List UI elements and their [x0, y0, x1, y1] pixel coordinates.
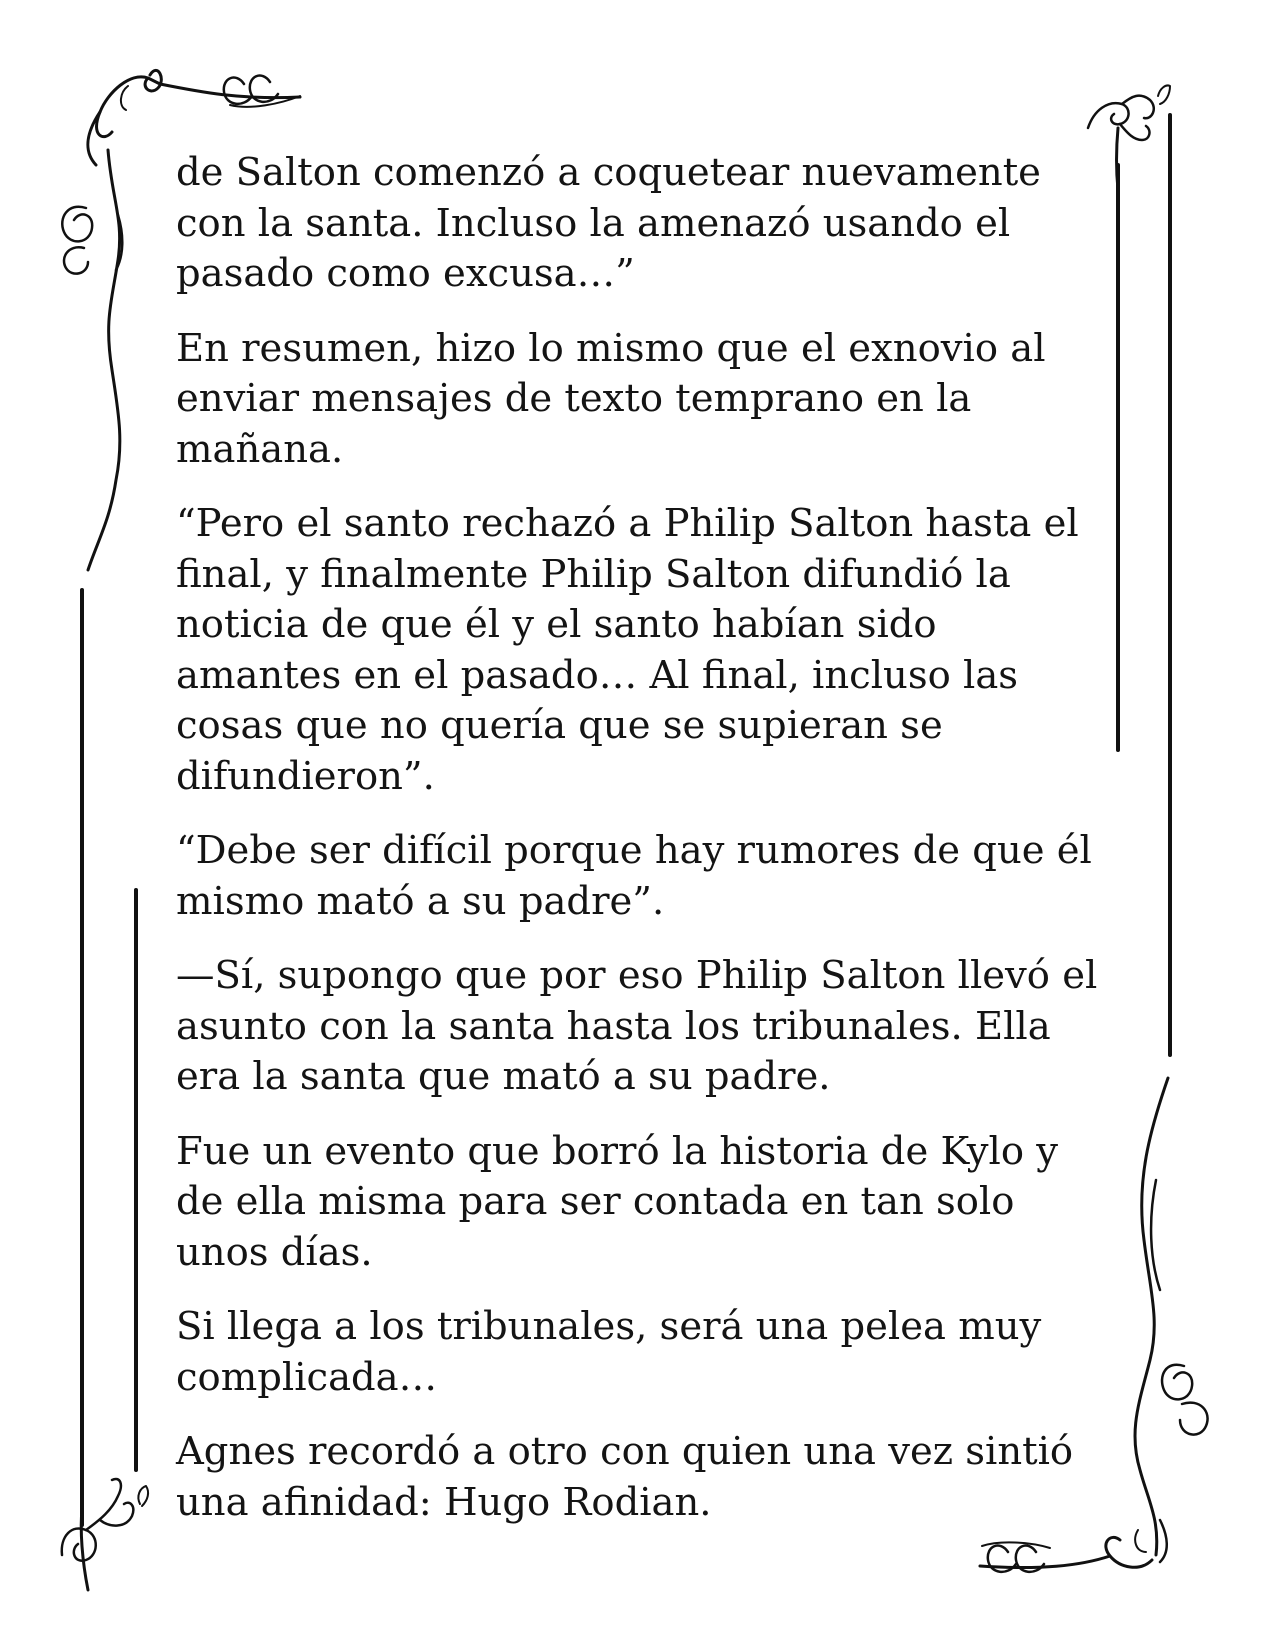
paragraph-8: Agnes recordó a otro con quien una vez sintió una afinidad: Hugo Rodian.: [176, 1429, 1074, 1525]
bottom-left-flourish: [62, 1479, 148, 1590]
page-body-text: [176, 148, 1106, 1552]
paragraph-5: —Sí, supongo que por eso Philip Salton llevó el asunto con la santa hasta los tribunales. Ella era la santa que mató a su padre.: [176, 953, 1098, 1099]
paragraph-2: En resumen, hizo lo mismo que el exnovio al enviar mensajes de texto temprano en la mañana.: [176, 325, 1046, 472]
paragraph-3: “Pero el santo rechazó a Philip Salton hasta el final, y finalmente Philip Salton difundió la noticia de que él y el santo habían sido amantes en el pasado… Al final, incluso las cosas que no quería que se supieran se difundieron”.: [176, 501, 1079, 799]
paragraph-4: “Debe ser difícil porque hay rumores de que él mismo mató a su padre”.: [176, 828, 1092, 924]
paragraph-6: Fue un evento que borró la historia de Kylo y de ella misma para ser contada en tan solo unos días.: [176, 1128, 1059, 1275]
paragraph-1: de Salton comenzó a coquetear nuevamente con la santa. Incluso la amenazó usando el pasado como excusa…”: [176, 150, 1041, 296]
paragraph-7: Si llega a los tribunales, será una pelea muy complicada…: [176, 1304, 1042, 1400]
